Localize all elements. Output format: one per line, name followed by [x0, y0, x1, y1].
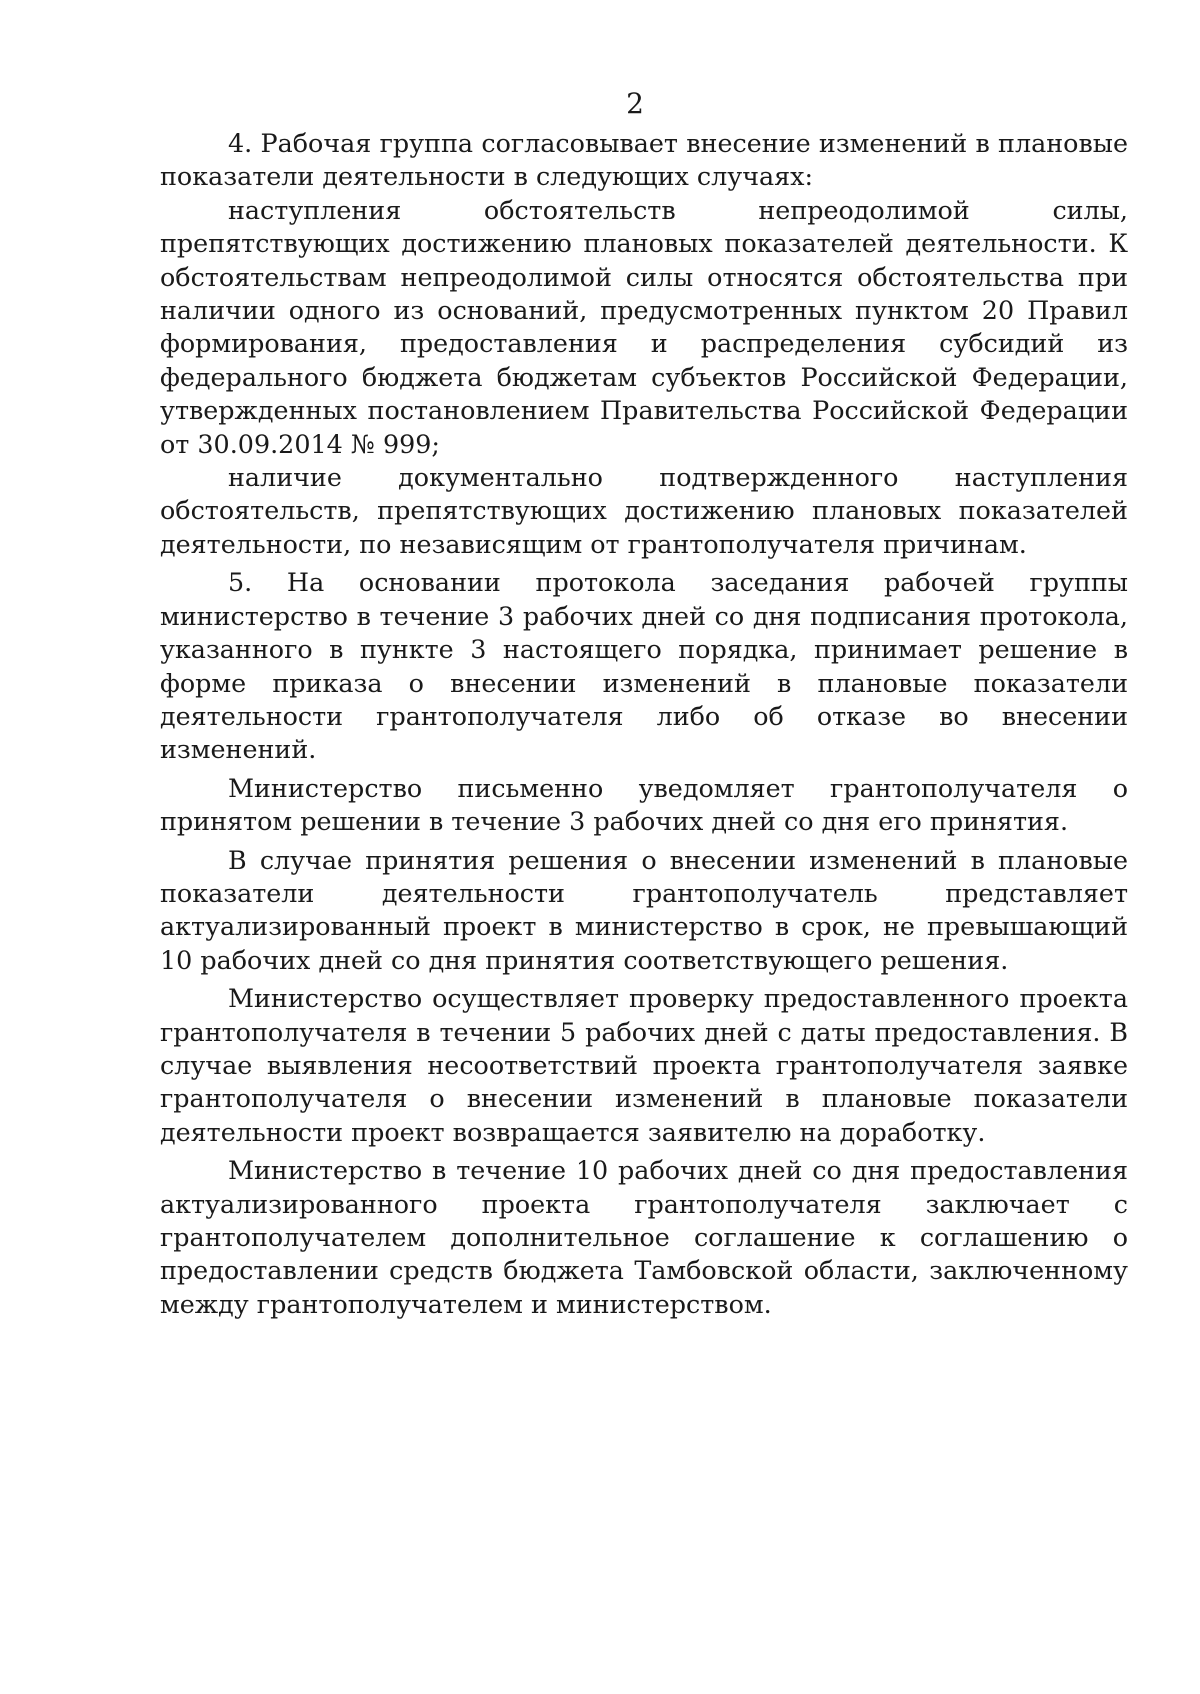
paragraph-item-4: 4. Рабочая группа согласовывает внесение изменений в плановые показатели деятельности в следующих случаях: [160, 128, 1128, 192]
page-number: 2 [626, 87, 644, 120]
paragraph-updated-project: В случае принятия решения о внесении изменений в плановые показатели деятельности грантополучатель представляет актуализированный проект в министерство в срок, не превышающий 10 рабочих дней со дня принятия соответствующего решения. [160, 844, 1128, 975]
paragraph-force-majeure: наступления обстоятельств непреодолимой силы, препятствующих достижению плановых показателей деятельности. К обстоятельствам непреодолимой силы относятся обстоятельства при наличии одного из оснований, предусмотренных пунктом 20 Правил формирования, предоставления и распределения субсидий из федерального бюджета бюджетам субъектов Российской Федерации, утвержденных постановлением Правительства Российской Федерации от 30.09.2014 № 999; [160, 194, 1128, 459]
paragraph-notification: Министерство письменно уведомляет грантополучателя о принятом решении в течение 3 рабочих дней со дня его принятия. [160, 772, 1128, 837]
document-body [160, 127, 1128, 1321]
paragraph-project-check: Министерство осуществляет проверку предоставленного проекта грантополучателя в течении 5 рабочих дней с даты предоставления. В случае выявления несоответствий проекта грантополучателя заявке грантополучателя о внесении изменений в плановые показатели деятельности проект возвращается заявителю на доработку. [160, 983, 1128, 1147]
paragraph-additional-agreement: Министерство в течение 10 рабочих дней со дня предоставления актуализированного проекта грантополучателя заключает с грантополучателем дополнительное соглашение к соглашению о предоставлении средств бюджета Тамбовской области, заключенному между грантополучателем и министерством. [160, 1155, 1128, 1319]
paragraph-documented-circumstances: наличие документально подтвержденного наступления обстоятельств, препятствующих достижению плановых показателей деятельности, по независящим от грантополучателя причинам. [160, 462, 1128, 559]
paragraph-item-5: 5. На основании протокола заседания рабочей группы министерство в течение 3 рабочих дней со дня подписания протокола, указанного в пункте 3 настоящего порядка, принимает решение в форме приказа о внесении изменений в плановые показатели деятельности грантополучателя либо об отказе во внесении изменений. [160, 567, 1128, 765]
